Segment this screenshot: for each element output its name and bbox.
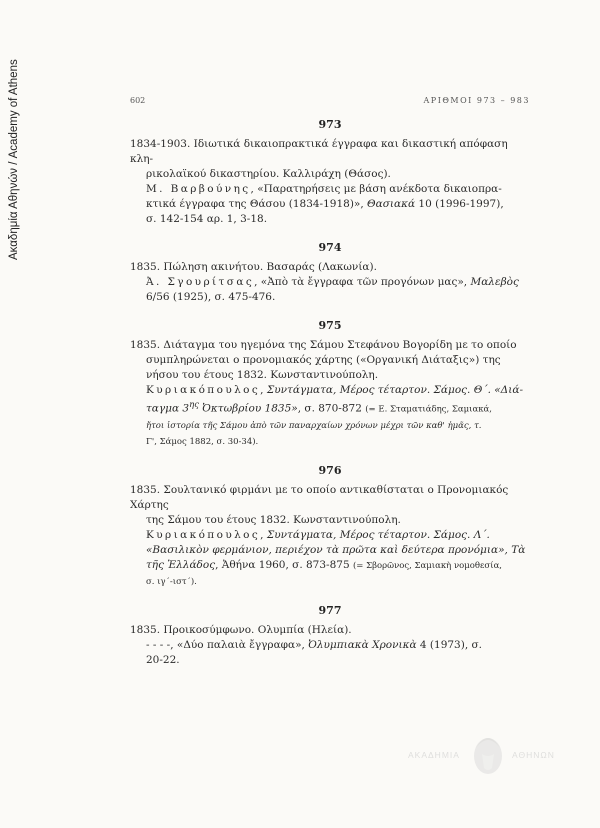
archive-stamp: Ακαδημία Αθηνών / Academy of Athens [8, 59, 20, 260]
ref-author: Ἀ. Σγουρίτσας [146, 276, 255, 288]
entry-number: 975 [318, 319, 342, 332]
entry-title [130, 623, 530, 638]
entry-reference [130, 275, 530, 305]
title-line: 1835. Προικοσύμφωνο. Ολυμπία (Ηλεία). [130, 623, 352, 636]
ref-note: (= Σβορῶνος, Σαμιακὴ νομοθεσία, [352, 560, 503, 571]
ref-superscript: ης [189, 400, 199, 410]
entry-977 [130, 604, 530, 668]
ref-italic: Συντάγματα, Μέρος τέταρτον. Σάμος. Θ΄. «Διά- [266, 384, 524, 396]
ref-journal: Θασιακά [367, 198, 416, 210]
entry-reference [130, 182, 530, 227]
title-line: 1834-1903. Ιδιωτικά δικαιοπρακτικά έγγραφα και δικαστική απόφαση κλη- [130, 138, 508, 165]
ref-text: 4 (1973), σ. [416, 638, 483, 651]
ref-italic: Ὀκτωβρίου 1835» [198, 402, 298, 415]
ref-author: - - - - [146, 638, 171, 651]
ref-italic: «Βασιλικὸν φερμάνιον, περιέχον τὰ πρῶτα καὶ δεύτερα προνόμια», Τὰ [146, 543, 526, 556]
watermark-text-left: ΑΚΑΔΗΜΙΑ [408, 750, 460, 760]
title-line: νήσου του έτους 1832. Κωνσταντινούπολη. [146, 369, 379, 381]
entry-number: 976 [318, 463, 342, 477]
ref-author: Κυριακόπουλος [146, 528, 261, 541]
ref-text: 20-22. [146, 653, 180, 666]
title-line: ρικολαϊκού δικαστηρίου. Καλλιράχη (Θάσος). [146, 168, 391, 180]
title-line: 1835. Διάταγμα του ηγεμόνα της Σάμου Στεφάνου Βογορίδη με το οποίο [130, 339, 517, 351]
page-header [130, 96, 530, 105]
ref-note: σ. ιγ΄-ιστ΄). [146, 576, 197, 587]
ref-journal: Ὀλυμπιακὰ Χρονικὰ [308, 638, 417, 651]
entry-number: 973 [318, 118, 342, 131]
title-line: 1835. Σουλτανικό φιρμάνι με το οποίο αντικαθίσταται ο Προνομιακός Χάρτης [130, 483, 509, 511]
title-line: συμπληρώνεται ο προνομιακός χάρτης («Οργανική Διάταξις») της [146, 354, 501, 366]
ref-text: , «Δύο παλαιὰ ἔγγραφα», [170, 638, 309, 651]
athena-head-icon [468, 728, 508, 780]
entry-title [130, 483, 530, 528]
ref-text: 6/56 (1925), σ. 475-476. [146, 291, 276, 303]
ref-italic: ταγμα 3 [146, 402, 190, 415]
ref-text: , Ἀθήνα 1960, σ. 873-875 [215, 558, 353, 571]
entry-974 [130, 241, 530, 305]
ref-italic: τῆς Ἑλλάδος [146, 558, 216, 571]
running-title: ΑΡΙΘΜΟΙ 973 – 983 [423, 96, 530, 105]
ref-journal: Μαλεβὸς [470, 276, 519, 288]
ref-note: (= Ε. Σταματιάδης, Σαμιακά, [365, 404, 492, 415]
entry-title [130, 338, 530, 383]
entry-title [130, 137, 530, 182]
page-number: 602 [130, 96, 146, 105]
ref-text: , [260, 384, 267, 396]
entry-title [130, 260, 530, 275]
ref-text: , σ. 870-872 [297, 402, 366, 415]
ref-author: Κυριακόπουλος [146, 384, 261, 396]
watermark-text-right: ΑΘΗΝΩΝ [512, 750, 555, 760]
entry-number: 974 [318, 241, 342, 254]
entry-reference [130, 638, 530, 668]
ref-italic: Συντάγματα, Μέρος τέταρτον. Σάμος. Λ΄. [266, 528, 490, 541]
entry-reference [130, 383, 530, 450]
entry-973 [130, 118, 530, 227]
title-line: της Σάμου του έτους 1832. Κωνσταντινούπολη. [146, 513, 401, 526]
ref-text: , [260, 528, 267, 541]
ref-text: , «Παρατηρήσεις με βάση ανέκδοτα δικαιοπρα- [250, 183, 502, 195]
academy-watermark [408, 728, 558, 780]
ref-note: Γ', Σάμος 1882, σ. 30-34). [146, 436, 259, 447]
entry-976 [130, 464, 530, 590]
ref-text: , «Ἀπὸ τὰ ἔγγραφα τῶν προγόνων μας», [254, 276, 471, 288]
ref-author: Μ. Βαρβούνης [146, 183, 251, 195]
ref-text: κτικά έγγραφα της Θάσου (1834-1918)», [146, 198, 368, 210]
ref-note: ἤτοι ἱστορία τῆς Σάμου ἀπὸ τῶν παναρχαίων χρόνων μέχρι τῶν καθ' ἡμᾶς, τ. [146, 420, 482, 431]
title-line: 1835. Πώληση ακινήτου. Βασαράς (Λακωνία). [130, 261, 377, 273]
ref-text: σ. 142-154 αρ. 1, 3-18. [146, 213, 268, 225]
entry-number: 977 [318, 603, 342, 617]
ref-text: 10 (1996-1997), [415, 198, 504, 210]
entry-975 [130, 319, 530, 450]
page-content [130, 118, 530, 682]
entry-reference [130, 528, 530, 590]
